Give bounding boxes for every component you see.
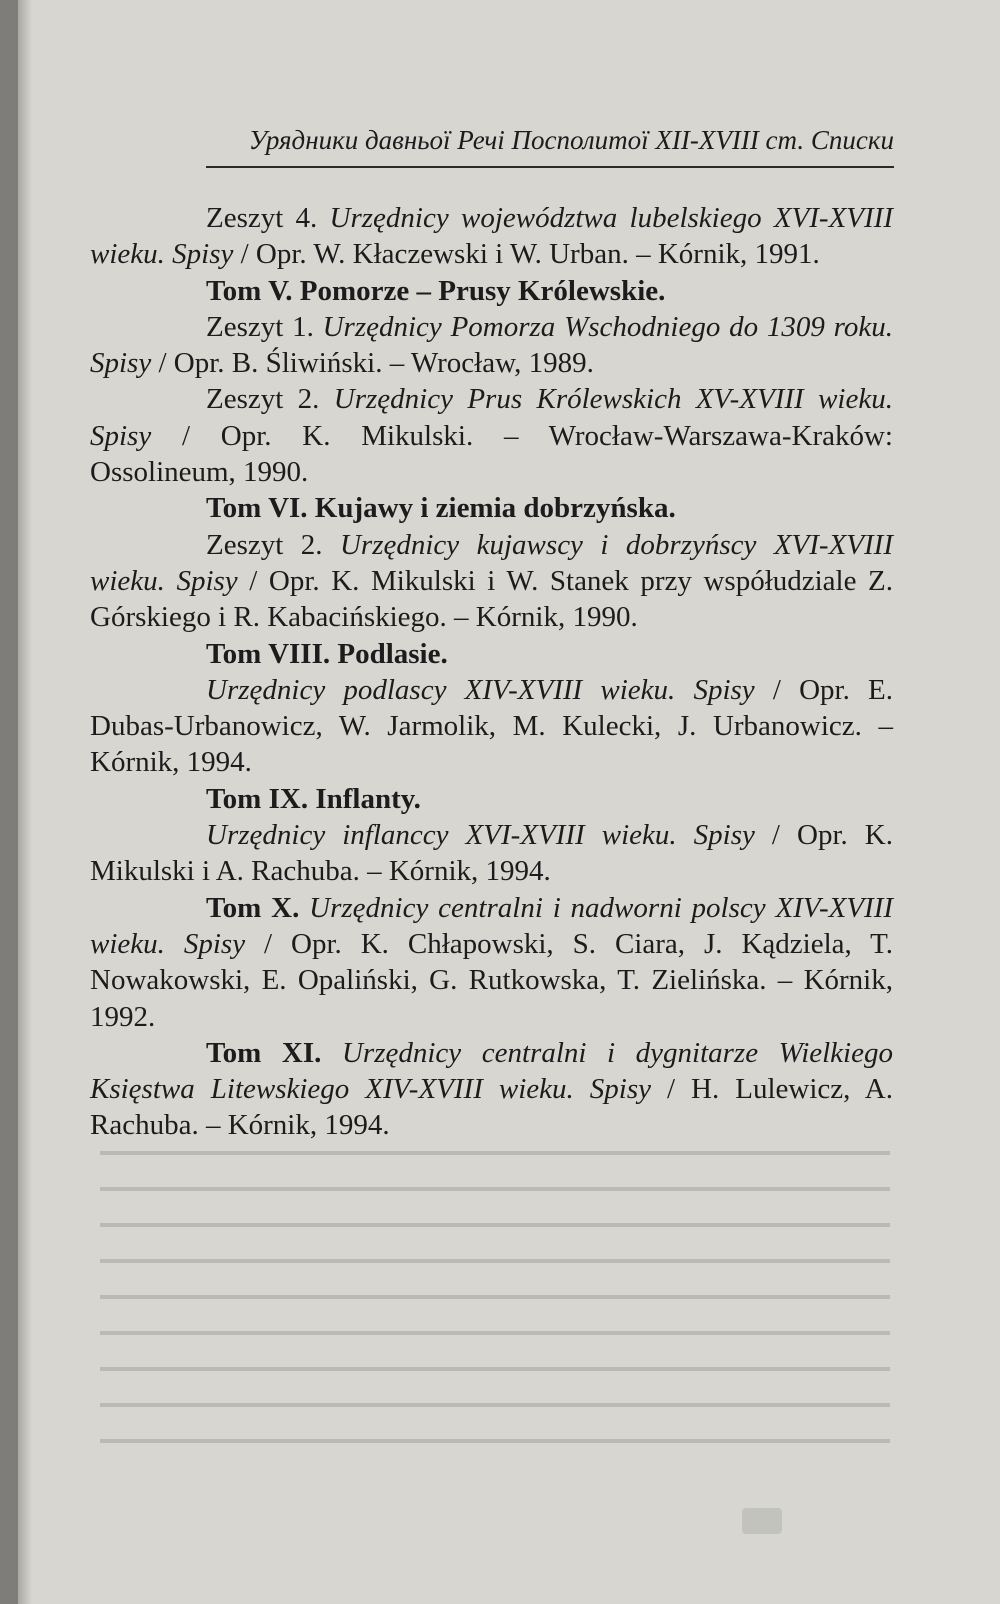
binding-shadow [18,0,32,1604]
entry-title: Urzędnicy kujawscy i dobrzyńscy XVI-XVIII wieku. Spisy [90,528,893,597]
entry-title: Urzędnicy Pomorza Wschodniego do 1309 roku. Spisy [90,310,893,380]
entry-title: Urzędnicy inflanccy XVI-XVIII wieku. Spisy [206,819,755,852]
entry-title: Urzędnicy centralni i nadworni polscy XIV-XVIII wieku. Spisy [90,891,894,960]
entry-zeszyt-1: Zeszyt 1. Urzędnicy Pomorza Wschodniego do 1309 roku. Spisy / Opr. B. Śliwiński. – Wrocław, 1989. [90,310,893,380]
entry-tom-x: Tom X. Urzędnicy centralni i nadworni polscy XIV-XVIII wieku. Spisy / Opr. K. Chłapowski, S. Ciara, J. Kądziela, T. Nowakowski, E. Opaliński, G. Rutkowska, T. Zielińska. – Kórnik, 1992. [90,891,894,1033]
header-rule [206,166,894,168]
show-through-text [100,1135,890,1465]
entry-zeszyt-4: Zeszyt 4. Urzędnicy województwa lubelskiego XVI-XVIII wieku. Spisy / Opr. W. Kłaczewski i W. Urban. – Kórnik, 1991. [90,202,893,271]
entry-title: Urzędnicy centralni i dygnitarze Wielkiego Księstwa Litewskiego XIV-XVIII wieku. Spisy [90,1036,893,1106]
page-binding-edge [0,0,18,1604]
entry-zeszyt-2-kujawy: Zeszyt 2. Urzędnicy kujawscy i dobrzyńscy XVI-XVIII wieku. Spisy / Opr. K. Mikulski i W. Stanek przy współudziale Z. Górskiego i R. Kabacińskiego. – Kórnik, 1990. [90,528,894,634]
entry-inflanty: Urzędnicy inflanccy XVI-XVIII wieku. Spisy / Opr. K. Mikulski i A. Rachuba. – Kórnik, 1994. [90,819,893,888]
volume-heading: Tom VI. Kujawy i ziemia dobrzyńska. [206,492,676,525]
entry-zeszyt-2-prusy: Zeszyt 2. Urzędnicy Prus Królewskich XV-XVIII wieku. Spisy / Opr. K. Mikulski. – Wrocław-Warszawa-Kraków: Ossolineum, 1990. [90,383,893,489]
entry-title: Urzędnicy Prus Królewskich XV-XVIII wieku. Spisy [90,383,893,452]
entry-title: Urzędnicy podlascy XIV-XVIII wieku. Spisy [206,673,755,706]
entry-title: Urzędnicy województwa lubelskiego XVI-XVIII wieku. Spisy [90,202,893,271]
entry-podlasie: Urzędnicy podlascy XIV-XVIII wieku. Spisy / Opr. E. Dubas-Urbanowicz, W. Jarmolik, M. Kulecki, J. Urbanowicz. – Kórnik, 1994. [90,673,893,779]
entry-tom-xi: Tom XI. Urzędnicy centralni i dygnitarze Wielkiego Księstwa Litewskiego XIV-XVIII wieku. Spisy / H. Lulewicz, A. Rachuba. – Kórnik, 1994. [90,1036,894,1142]
volume-label: Tom X. [206,891,310,924]
volume-label: Tom XI. [206,1036,342,1069]
show-through-page-number [742,1508,782,1534]
volume-heading: Tom V. Pomorze – Prusy Królewskie. [206,274,666,307]
volume-heading: Tom VIII. Podlasie. [206,637,448,670]
running-header: Урядники давньої Речі Посполитої XII-XVIII ст. Списки [248,125,894,155]
volume-heading: Tom IX. Inflanty. [206,782,421,815]
bibliography-text [90,200,893,1144]
